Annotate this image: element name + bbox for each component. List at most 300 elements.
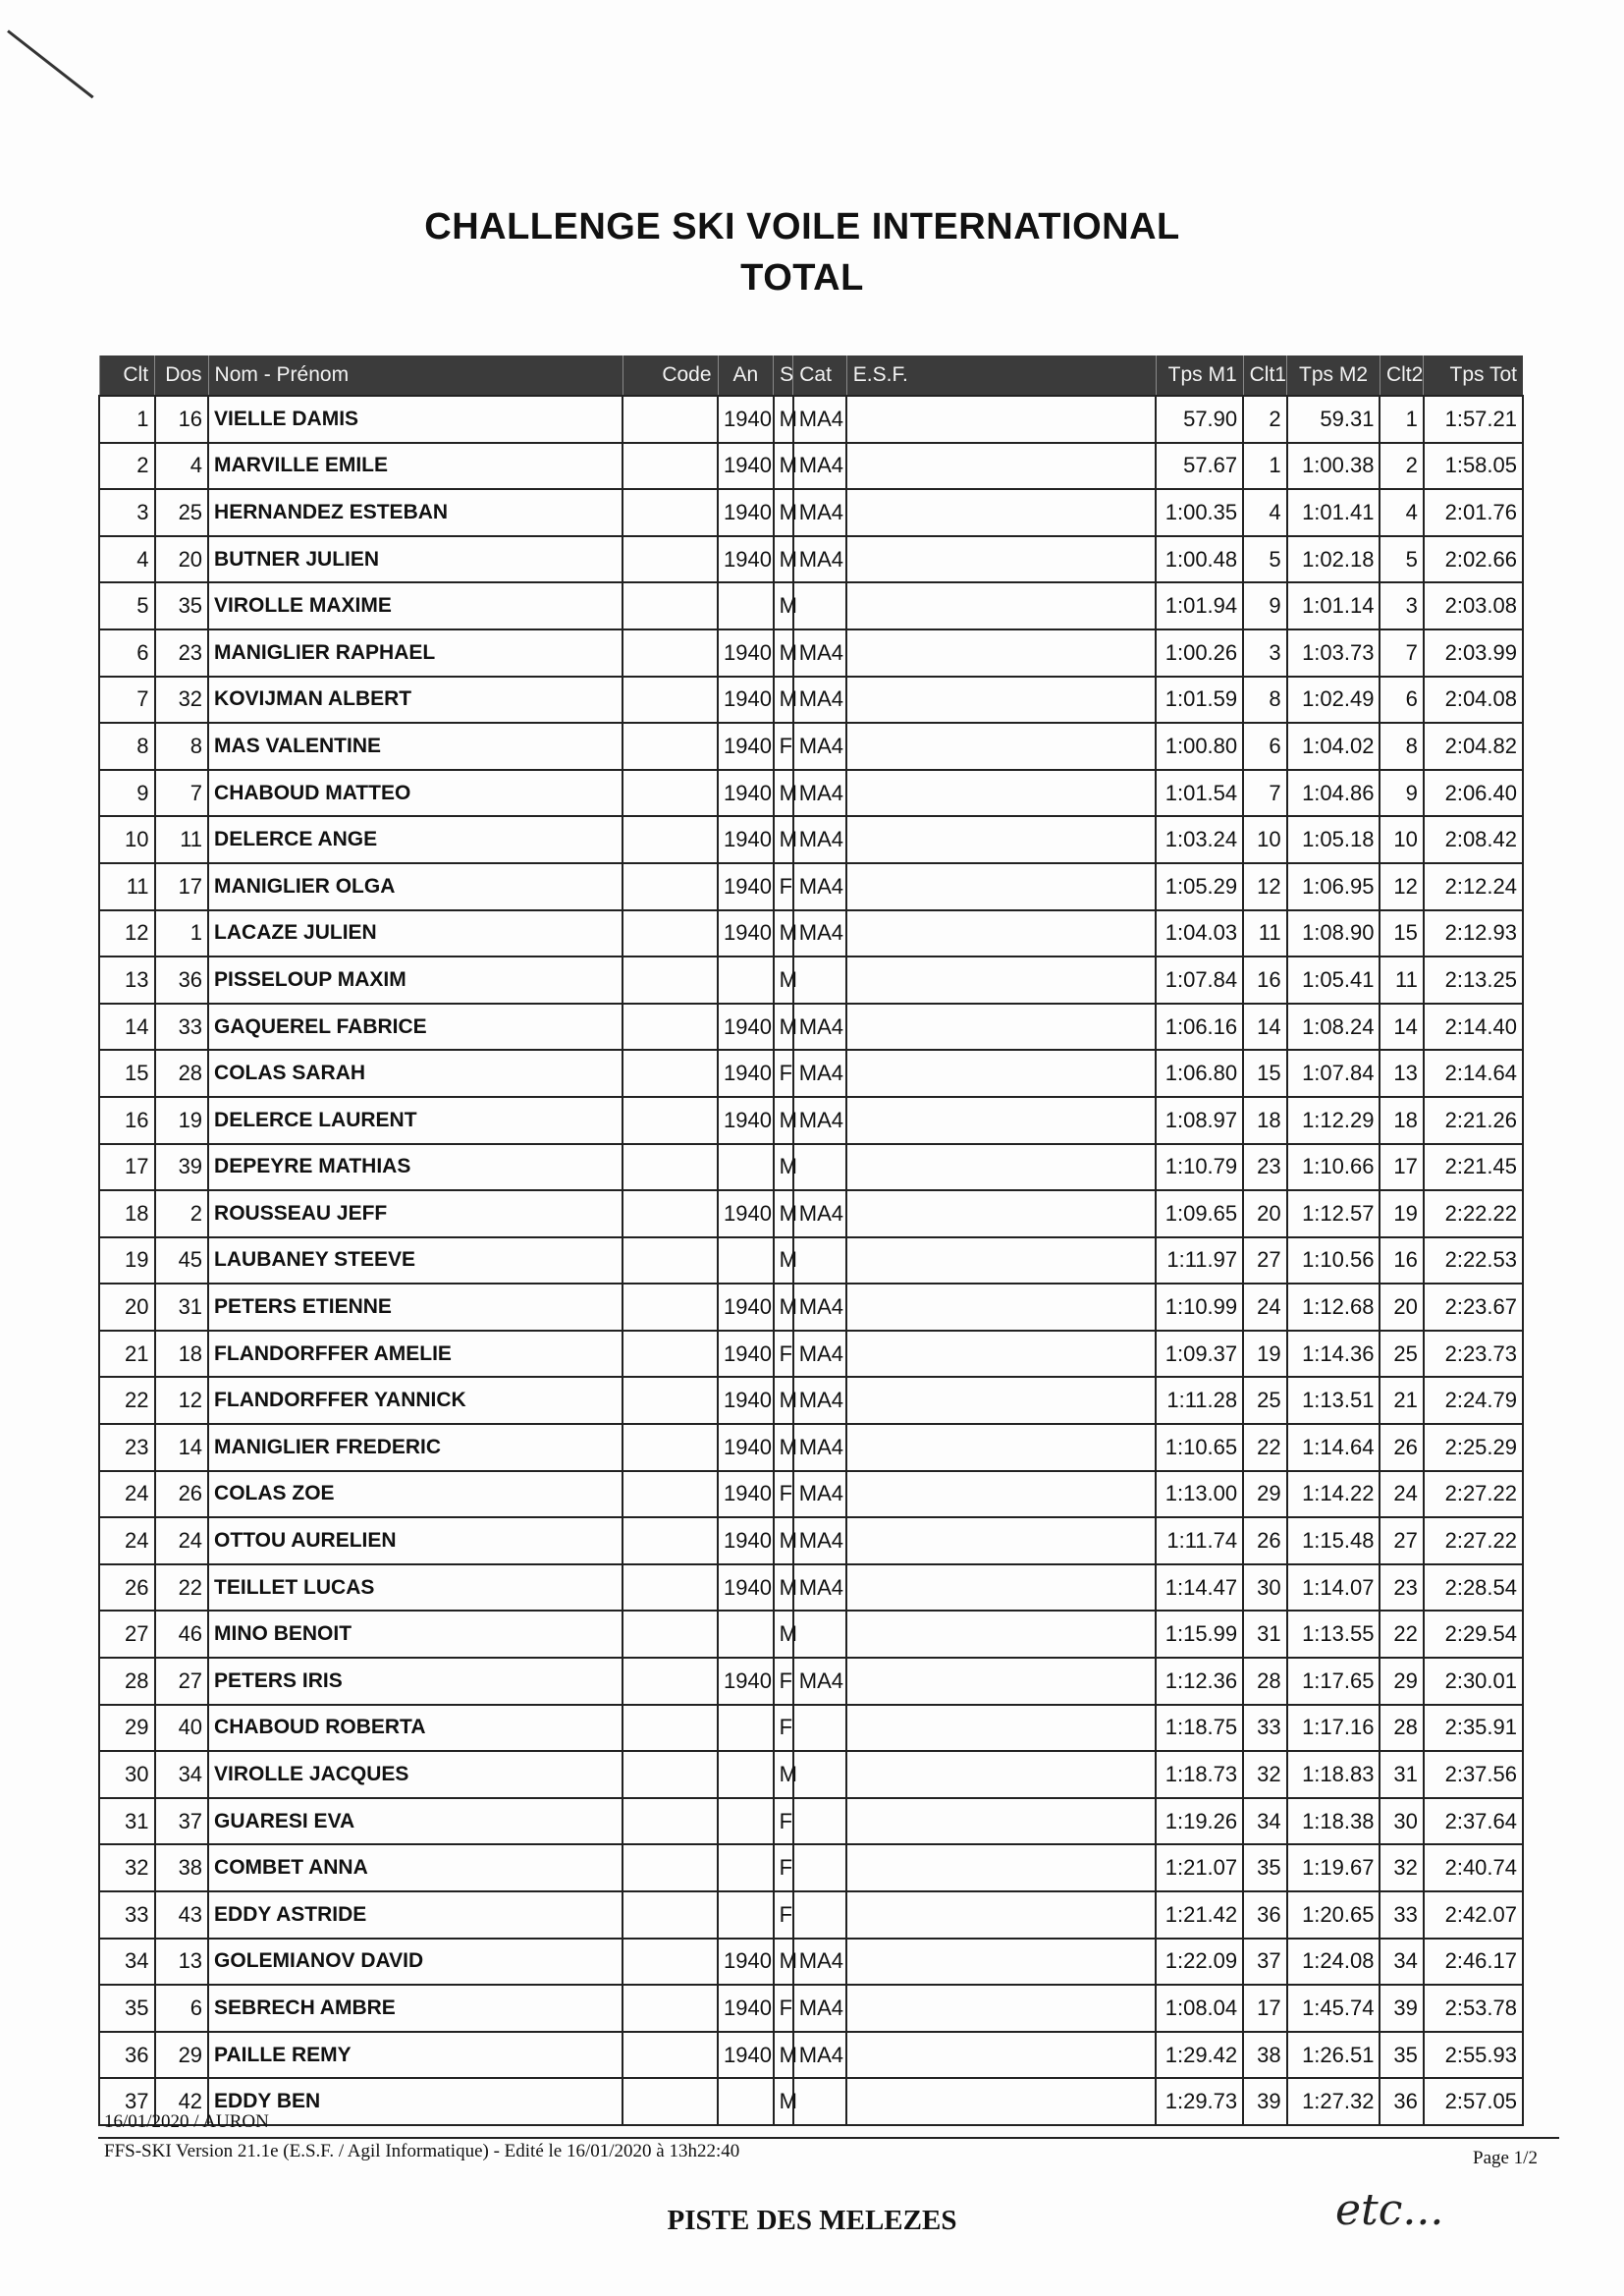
cell-category: MA4 bbox=[793, 863, 847, 910]
cell-category bbox=[793, 1144, 847, 1191]
cell-esf bbox=[846, 1471, 1156, 1518]
cell-time-m2: 59.31 bbox=[1287, 396, 1380, 443]
cell-time-m1: 1:19.26 bbox=[1156, 1798, 1243, 1845]
cell-time-m1: 1:29.42 bbox=[1156, 2032, 1243, 2079]
cell-code bbox=[623, 396, 718, 443]
page-title: CHALLENGE SKI VOILE INTERNATIONAL bbox=[424, 206, 1180, 247]
cell-time-m2: 1:20.65 bbox=[1287, 1891, 1380, 1939]
cell-esf bbox=[846, 1377, 1156, 1424]
cell-clt: 12 bbox=[99, 910, 155, 957]
cell-code bbox=[623, 2032, 718, 2079]
cell-time-m2: 1:04.86 bbox=[1287, 770, 1380, 817]
cell-sex: M bbox=[774, 1751, 793, 1798]
table-row bbox=[99, 396, 1523, 443]
cell-sex: M bbox=[774, 1144, 793, 1191]
cell-time-m1: 57.67 bbox=[1156, 443, 1243, 490]
cell-esf bbox=[846, 1237, 1156, 1285]
cell-sex: M bbox=[774, 396, 793, 443]
cell-name: BUTNER JULIEN bbox=[208, 536, 623, 583]
cell-rank-m2: 16 bbox=[1380, 1237, 1423, 1285]
table-row bbox=[99, 443, 1523, 490]
cell-time-m1: 1:00.35 bbox=[1156, 489, 1243, 536]
cell-rank-m1: 29 bbox=[1243, 1471, 1286, 1518]
cell-category bbox=[793, 1891, 847, 1939]
cell-clt: 17 bbox=[99, 1144, 155, 1191]
cell-time-m1: 1:04.03 bbox=[1156, 910, 1243, 957]
cell-time-total: 2:14.40 bbox=[1424, 1004, 1523, 1051]
cell-time-m1: 1:21.42 bbox=[1156, 1891, 1243, 1939]
handwritten-note: etc... bbox=[1335, 2185, 1444, 2235]
cell-rank-m1: 17 bbox=[1243, 1985, 1286, 2032]
cell-year bbox=[718, 957, 774, 1004]
cell-time-m1: 1:01.59 bbox=[1156, 677, 1243, 724]
cell-sex: M bbox=[774, 1190, 793, 1237]
cell-category: MA4 bbox=[793, 1939, 847, 1986]
table-row bbox=[99, 1004, 1523, 1051]
cell-category: MA4 bbox=[793, 443, 847, 490]
col-header-esf: E.S.F. bbox=[846, 355, 1156, 396]
cell-esf bbox=[846, 1751, 1156, 1798]
cell-year: 1940 bbox=[718, 723, 774, 770]
cell-esf bbox=[846, 582, 1156, 629]
cell-dos: 7 bbox=[155, 770, 209, 817]
cell-dos: 37 bbox=[155, 1798, 209, 1845]
cell-name: SEBRECH AMBRE bbox=[208, 1985, 623, 2032]
cell-rank-m1: 19 bbox=[1243, 1331, 1286, 1378]
cell-rank-m2: 27 bbox=[1380, 1517, 1423, 1564]
cell-rank-m2: 7 bbox=[1380, 629, 1423, 677]
cell-time-total: 2:03.99 bbox=[1424, 629, 1523, 677]
cell-dos: 39 bbox=[155, 1144, 209, 1191]
col-header-tps-m2: Tps M2 bbox=[1287, 355, 1380, 396]
cell-time-total: 2:03.08 bbox=[1424, 582, 1523, 629]
cell-rank-m1: 24 bbox=[1243, 1284, 1286, 1331]
cell-code bbox=[623, 582, 718, 629]
cell-year: 1940 bbox=[718, 489, 774, 536]
cell-esf bbox=[846, 1004, 1156, 1051]
table-row bbox=[99, 1144, 1523, 1191]
cell-name: MANIGLIER FREDERIC bbox=[208, 1424, 623, 1471]
cell-year bbox=[718, 1751, 774, 1798]
cell-time-m1: 1:01.94 bbox=[1156, 582, 1243, 629]
cell-sex: M bbox=[774, 443, 793, 490]
cell-esf bbox=[846, 1050, 1156, 1097]
cell-time-m1: 1:00.48 bbox=[1156, 536, 1243, 583]
cell-time-total: 2:23.67 bbox=[1424, 1284, 1523, 1331]
cell-category bbox=[793, 2078, 847, 2125]
cell-dos: 17 bbox=[155, 863, 209, 910]
cell-time-m2: 1:17.16 bbox=[1287, 1705, 1380, 1752]
cell-category bbox=[793, 1705, 847, 1752]
cell-rank-m2: 15 bbox=[1380, 910, 1423, 957]
cell-rank-m2: 13 bbox=[1380, 1050, 1423, 1097]
cell-time-total: 2:04.08 bbox=[1424, 677, 1523, 724]
cell-category bbox=[793, 957, 847, 1004]
cell-dos: 29 bbox=[155, 2032, 209, 2079]
cell-sex: M bbox=[774, 1237, 793, 1285]
cell-name: PETERS IRIS bbox=[208, 1658, 623, 1705]
cell-clt: 35 bbox=[99, 1985, 155, 2032]
cell-clt: 32 bbox=[99, 1844, 155, 1891]
cell-name: GAQUEREL FABRICE bbox=[208, 1004, 623, 1051]
cell-code bbox=[623, 910, 718, 957]
cell-code bbox=[623, 1284, 718, 1331]
cell-sex: M bbox=[774, 629, 793, 677]
cell-clt: 10 bbox=[99, 816, 155, 863]
cell-time-total: 2:35.91 bbox=[1424, 1705, 1523, 1752]
cell-rank-m2: 33 bbox=[1380, 1891, 1423, 1939]
cell-time-m2: 1:14.22 bbox=[1287, 1471, 1380, 1518]
cell-time-total: 2:37.56 bbox=[1424, 1751, 1523, 1798]
cell-clt: 37 bbox=[99, 2078, 155, 2125]
cell-sex: M bbox=[774, 816, 793, 863]
cell-code bbox=[623, 2078, 718, 2125]
col-header-dos: Dos bbox=[155, 355, 209, 396]
cell-time-m2: 1:07.84 bbox=[1287, 1050, 1380, 1097]
cell-rank-m1: 12 bbox=[1243, 863, 1286, 910]
cell-clt: 27 bbox=[99, 1611, 155, 1658]
cell-dos: 40 bbox=[155, 1705, 209, 1752]
cell-name: PISSELOUP MAXIM bbox=[208, 957, 623, 1004]
cell-dos: 32 bbox=[155, 677, 209, 724]
cell-time-total: 2:29.54 bbox=[1424, 1611, 1523, 1658]
cell-code bbox=[623, 1471, 718, 1518]
cell-rank-m2: 14 bbox=[1380, 1004, 1423, 1051]
table-row bbox=[99, 1331, 1523, 1378]
col-header-cat: Cat bbox=[793, 355, 847, 396]
cell-name: CHABOUD ROBERTA bbox=[208, 1705, 623, 1752]
cell-rank-m2: 3 bbox=[1380, 582, 1423, 629]
cell-category: MA4 bbox=[793, 1985, 847, 2032]
cell-time-total: 2:42.07 bbox=[1424, 1891, 1523, 1939]
cell-time-total: 2:01.76 bbox=[1424, 489, 1523, 536]
cell-name: EDDY BEN bbox=[208, 2078, 623, 2125]
cell-rank-m2: 20 bbox=[1380, 1284, 1423, 1331]
cell-rank-m2: 17 bbox=[1380, 1144, 1423, 1191]
cell-rank-m1: 1 bbox=[1243, 443, 1286, 490]
cell-rank-m2: 9 bbox=[1380, 770, 1423, 817]
cell-clt: 5 bbox=[99, 582, 155, 629]
cell-sex: F bbox=[774, 1798, 793, 1845]
cell-time-total: 2:14.64 bbox=[1424, 1050, 1523, 1097]
cell-category bbox=[793, 1237, 847, 1285]
cell-rank-m2: 39 bbox=[1380, 1985, 1423, 2032]
cell-name: FLANDORFFER AMELIE bbox=[208, 1331, 623, 1378]
cell-esf bbox=[846, 1611, 1156, 1658]
cell-time-total: 2:28.54 bbox=[1424, 1564, 1523, 1612]
cell-clt: 1 bbox=[99, 396, 155, 443]
cell-dos: 31 bbox=[155, 1284, 209, 1331]
cell-time-m1: 1:12.36 bbox=[1156, 1658, 1243, 1705]
cell-time-total: 2:23.73 bbox=[1424, 1331, 1523, 1378]
cell-dos: 11 bbox=[155, 816, 209, 863]
cell-sex: F bbox=[774, 1658, 793, 1705]
cell-name: VIELLE DAMIS bbox=[208, 396, 623, 443]
cell-rank-m2: 5 bbox=[1380, 536, 1423, 583]
cell-clt: 8 bbox=[99, 723, 155, 770]
cell-rank-m2: 4 bbox=[1380, 489, 1423, 536]
cell-rank-m1: 15 bbox=[1243, 1050, 1286, 1097]
cell-time-m1: 1:07.84 bbox=[1156, 957, 1243, 1004]
cell-year bbox=[718, 1798, 774, 1845]
cell-clt: 6 bbox=[99, 629, 155, 677]
cell-sex: F bbox=[774, 1985, 793, 2032]
table-row bbox=[99, 1985, 1523, 2032]
table-row bbox=[99, 489, 1523, 536]
cell-name: CHABOUD MATTEO bbox=[208, 770, 623, 817]
cell-time-total: 2:27.22 bbox=[1424, 1517, 1523, 1564]
cell-esf bbox=[846, 1985, 1156, 2032]
cell-name: GOLEMIANOV DAVID bbox=[208, 1939, 623, 1986]
cell-esf bbox=[846, 536, 1156, 583]
cell-time-m1: 1:08.97 bbox=[1156, 1097, 1243, 1144]
cell-time-total: 1:58.05 bbox=[1424, 443, 1523, 490]
cell-rank-m1: 6 bbox=[1243, 723, 1286, 770]
footer-page-number: Page 1/2 bbox=[1473, 2148, 1538, 2168]
table-row bbox=[99, 957, 1523, 1004]
cell-time-m2: 1:17.65 bbox=[1287, 1658, 1380, 1705]
cell-name: COMBET ANNA bbox=[208, 1844, 623, 1891]
cell-time-m2: 1:05.18 bbox=[1287, 816, 1380, 863]
cell-category: MA4 bbox=[793, 770, 847, 817]
cell-sex: M bbox=[774, 1004, 793, 1051]
cell-dos: 36 bbox=[155, 957, 209, 1004]
cell-time-m2: 1:08.24 bbox=[1287, 1004, 1380, 1051]
cell-time-m1: 1:06.16 bbox=[1156, 1004, 1243, 1051]
cell-time-m2: 1:02.18 bbox=[1287, 536, 1380, 583]
cell-esf bbox=[846, 816, 1156, 863]
footer-divider bbox=[98, 2137, 1559, 2139]
col-header-clt: Clt bbox=[99, 355, 155, 396]
cell-name: PAILLE REMY bbox=[208, 2032, 623, 2079]
cell-time-m1: 1:00.26 bbox=[1156, 629, 1243, 677]
cell-rank-m1: 22 bbox=[1243, 1424, 1286, 1471]
cell-rank-m1: 26 bbox=[1243, 1517, 1286, 1564]
cell-rank-m1: 23 bbox=[1243, 1144, 1286, 1191]
cell-clt: 4 bbox=[99, 536, 155, 583]
cell-category bbox=[793, 1751, 847, 1798]
table-row bbox=[99, 1284, 1523, 1331]
cell-code bbox=[623, 1891, 718, 1939]
cell-time-m1: 1:18.75 bbox=[1156, 1705, 1243, 1752]
cell-category: MA4 bbox=[793, 1377, 847, 1424]
cell-year: 1940 bbox=[718, 863, 774, 910]
cell-time-m2: 1:12.29 bbox=[1287, 1097, 1380, 1144]
cell-category bbox=[793, 1798, 847, 1845]
cell-sex: M bbox=[774, 1424, 793, 1471]
footer-software: FFS-SKI Version 21.1e (E.S.F. / Agil Informatique) - Edité le 16/01/2020 à 13h22:40 bbox=[104, 2141, 740, 2161]
cell-esf bbox=[846, 863, 1156, 910]
page-subtitle: TOTAL bbox=[740, 257, 864, 299]
cell-year: 1940 bbox=[718, 1517, 774, 1564]
cell-year: 1940 bbox=[718, 536, 774, 583]
cell-year: 1940 bbox=[718, 1471, 774, 1518]
cell-rank-m1: 39 bbox=[1243, 2078, 1286, 2125]
cell-name: DELERCE LAURENT bbox=[208, 1097, 623, 1144]
cell-sex: M bbox=[774, 1611, 793, 1658]
cell-category: MA4 bbox=[793, 1097, 847, 1144]
cell-sex: M bbox=[774, 677, 793, 724]
cell-clt: 19 bbox=[99, 1237, 155, 1285]
cell-category: MA4 bbox=[793, 1331, 847, 1378]
cell-code bbox=[623, 536, 718, 583]
cell-clt: 24 bbox=[99, 1517, 155, 1564]
cell-rank-m1: 11 bbox=[1243, 910, 1286, 957]
cell-code bbox=[623, 1004, 718, 1051]
cell-name: VIROLLE MAXIME bbox=[208, 582, 623, 629]
cell-rank-m2: 26 bbox=[1380, 1424, 1423, 1471]
table-row bbox=[99, 1050, 1523, 1097]
cell-code bbox=[623, 1331, 718, 1378]
cell-rank-m2: 1 bbox=[1380, 396, 1423, 443]
cell-rank-m1: 32 bbox=[1243, 1751, 1286, 1798]
cell-year: 1940 bbox=[718, 629, 774, 677]
cell-time-m2: 1:03.73 bbox=[1287, 629, 1380, 677]
cell-dos: 43 bbox=[155, 1891, 209, 1939]
cell-time-m1: 1:22.09 bbox=[1156, 1939, 1243, 1986]
cell-rank-m1: 3 bbox=[1243, 629, 1286, 677]
cell-time-m1: 1:11.28 bbox=[1156, 1377, 1243, 1424]
cell-category: MA4 bbox=[793, 1284, 847, 1331]
cell-sex: F bbox=[774, 1891, 793, 1939]
table-row bbox=[99, 1658, 1523, 1705]
cell-esf bbox=[846, 1705, 1156, 1752]
cell-clt: 24 bbox=[99, 1471, 155, 1518]
col-header-code: Code bbox=[623, 355, 718, 396]
cell-clt: 7 bbox=[99, 677, 155, 724]
cell-time-total: 2:21.26 bbox=[1424, 1097, 1523, 1144]
cell-name: VIROLLE JACQUES bbox=[208, 1751, 623, 1798]
cell-year: 1940 bbox=[718, 677, 774, 724]
cell-time-total: 2:27.22 bbox=[1424, 1471, 1523, 1518]
cell-sex: F bbox=[774, 1050, 793, 1097]
cell-year bbox=[718, 582, 774, 629]
cell-dos: 16 bbox=[155, 396, 209, 443]
cell-name: MAS VALENTINE bbox=[208, 723, 623, 770]
cell-time-total: 2:12.24 bbox=[1424, 863, 1523, 910]
cell-clt: 9 bbox=[99, 770, 155, 817]
table-row bbox=[99, 1517, 1523, 1564]
cell-time-m1: 1:29.73 bbox=[1156, 2078, 1243, 2125]
cell-dos: 13 bbox=[155, 1939, 209, 1986]
cell-dos: 24 bbox=[155, 1517, 209, 1564]
cell-clt: 14 bbox=[99, 1004, 155, 1051]
cell-time-total: 2:24.79 bbox=[1424, 1377, 1523, 1424]
cell-code bbox=[623, 1985, 718, 2032]
cell-year: 1940 bbox=[718, 1564, 774, 1612]
cell-time-m1: 1:21.07 bbox=[1156, 1844, 1243, 1891]
cell-name: MANIGLIER RAPHAEL bbox=[208, 629, 623, 677]
cell-time-m1: 1:08.04 bbox=[1156, 1985, 1243, 2032]
cell-time-total: 2:21.45 bbox=[1424, 1144, 1523, 1191]
cell-time-m1: 1:10.99 bbox=[1156, 1284, 1243, 1331]
results-table bbox=[98, 355, 1524, 2126]
cell-dos: 12 bbox=[155, 1377, 209, 1424]
cell-rank-m2: 19 bbox=[1380, 1190, 1423, 1237]
cell-time-m1: 1:14.47 bbox=[1156, 1564, 1243, 1612]
cell-sex: M bbox=[774, 2032, 793, 2079]
cell-year: 1940 bbox=[718, 1377, 774, 1424]
cell-time-m2: 1:45.74 bbox=[1287, 1985, 1380, 2032]
cell-esf bbox=[846, 910, 1156, 957]
cell-clt: 36 bbox=[99, 2032, 155, 2079]
cell-year: 1940 bbox=[718, 1190, 774, 1237]
cell-category: MA4 bbox=[793, 2032, 847, 2079]
cell-clt: 21 bbox=[99, 1331, 155, 1378]
cell-sex: M bbox=[774, 770, 793, 817]
cell-category: MA4 bbox=[793, 396, 847, 443]
cell-category: MA4 bbox=[793, 1471, 847, 1518]
cell-rank-m2: 35 bbox=[1380, 2032, 1423, 2079]
table-header-row bbox=[99, 355, 1523, 396]
cell-code bbox=[623, 443, 718, 490]
cell-time-total: 1:57.21 bbox=[1424, 396, 1523, 443]
cell-code bbox=[623, 629, 718, 677]
cell-category: MA4 bbox=[793, 629, 847, 677]
cell-rank-m2: 8 bbox=[1380, 723, 1423, 770]
cell-time-m1: 1:05.29 bbox=[1156, 863, 1243, 910]
cell-sex: M bbox=[774, 1564, 793, 1612]
cell-dos: 14 bbox=[155, 1424, 209, 1471]
cell-time-total: 2:08.42 bbox=[1424, 816, 1523, 863]
cell-rank-m2: 23 bbox=[1380, 1564, 1423, 1612]
cell-time-m2: 1:04.02 bbox=[1287, 723, 1380, 770]
table-row bbox=[99, 536, 1523, 583]
cell-dos: 6 bbox=[155, 1985, 209, 2032]
table-row bbox=[99, 2078, 1523, 2125]
cell-name: COLAS ZOE bbox=[208, 1471, 623, 1518]
cell-dos: 2 bbox=[155, 1190, 209, 1237]
cell-time-m2: 1:10.56 bbox=[1287, 1237, 1380, 1285]
cell-category: MA4 bbox=[793, 677, 847, 724]
cell-sex: M bbox=[774, 489, 793, 536]
col-header-tps-m1: Tps M1 bbox=[1156, 355, 1243, 396]
cell-name: HERNANDEZ ESTEBAN bbox=[208, 489, 623, 536]
cell-clt: 33 bbox=[99, 1891, 155, 1939]
cell-rank-m1: 28 bbox=[1243, 1658, 1286, 1705]
cell-esf bbox=[846, 770, 1156, 817]
cell-rank-m2: 36 bbox=[1380, 2078, 1423, 2125]
cell-year: 1940 bbox=[718, 443, 774, 490]
cell-time-m1: 1:13.00 bbox=[1156, 1471, 1243, 1518]
table-row bbox=[99, 910, 1523, 957]
cell-code bbox=[623, 957, 718, 1004]
cell-rank-m1: 16 bbox=[1243, 957, 1286, 1004]
cell-time-total: 2:12.93 bbox=[1424, 910, 1523, 957]
cell-rank-m1: 37 bbox=[1243, 1939, 1286, 1986]
table-row bbox=[99, 1377, 1523, 1424]
table-row bbox=[99, 2032, 1523, 2079]
cell-dos: 33 bbox=[155, 1004, 209, 1051]
cell-code bbox=[623, 1705, 718, 1752]
cell-time-m2: 1:26.51 bbox=[1287, 2032, 1380, 2079]
cell-code bbox=[623, 770, 718, 817]
cell-dos: 34 bbox=[155, 1751, 209, 1798]
cell-name: DELERCE ANGE bbox=[208, 816, 623, 863]
cell-name: MINO BENOIT bbox=[208, 1611, 623, 1658]
cell-esf bbox=[846, 1658, 1156, 1705]
table-row bbox=[99, 1705, 1523, 1752]
cell-rank-m1: 2 bbox=[1243, 396, 1286, 443]
cell-code bbox=[623, 1050, 718, 1097]
cell-category: MA4 bbox=[793, 489, 847, 536]
cell-esf bbox=[846, 1891, 1156, 1939]
cell-rank-m1: 14 bbox=[1243, 1004, 1286, 1051]
cell-sex: M bbox=[774, 582, 793, 629]
cell-dos: 20 bbox=[155, 536, 209, 583]
cell-time-m2: 1:14.07 bbox=[1287, 1564, 1380, 1612]
piste-name: PISTE DES MELEZES bbox=[667, 2205, 957, 2236]
